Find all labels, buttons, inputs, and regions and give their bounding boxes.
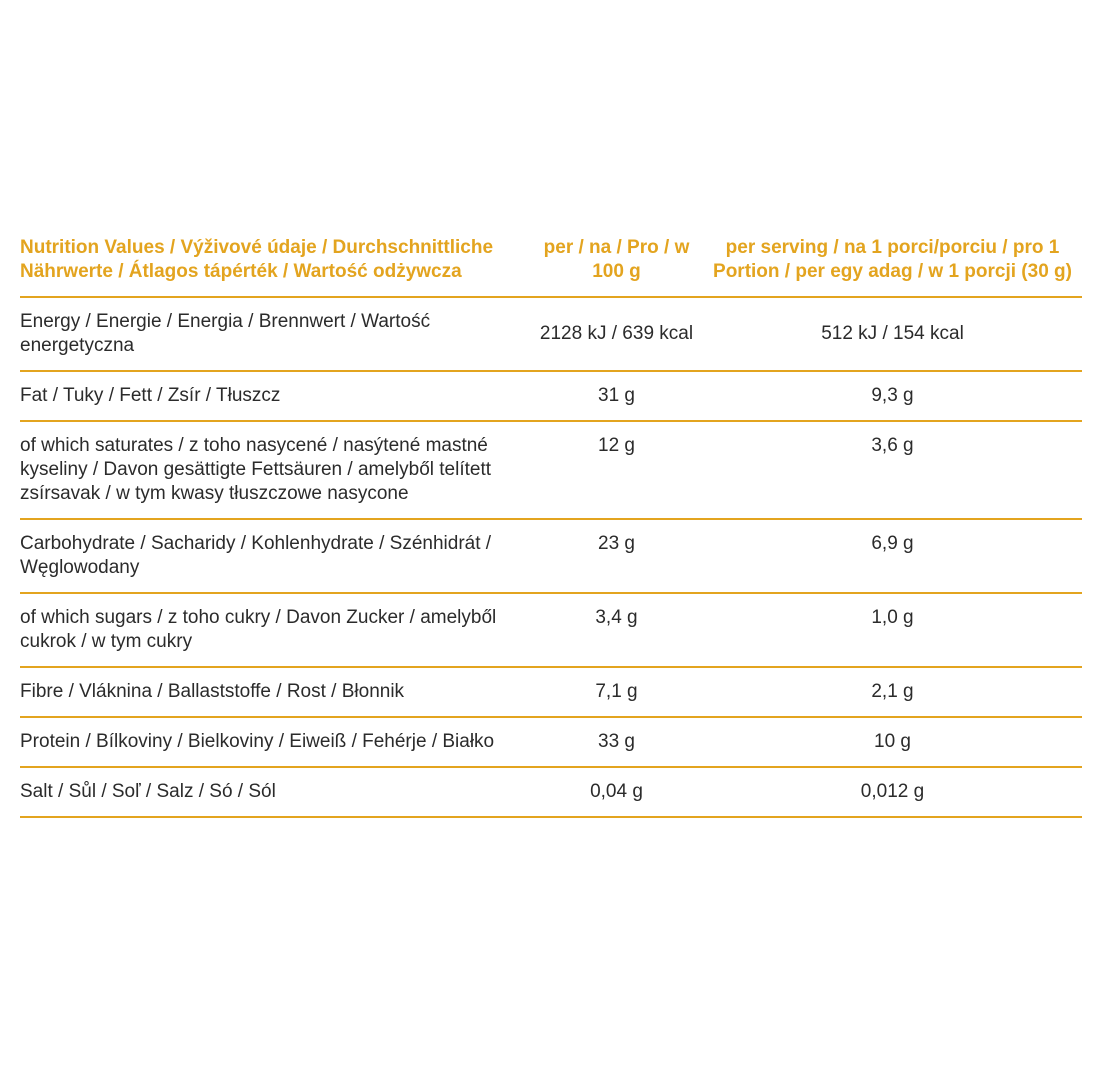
header-per-serving: per serving / na 1 porci/porciu / pro 1 Portion / per egy adag / w 1 porcji (30 g): [703, 235, 1082, 297]
value-per-serving: 1,0 g: [703, 593, 1082, 667]
value-per-100g: 2128 kJ / 639 kcal: [530, 297, 703, 371]
table-header-row: [20, 235, 1082, 297]
value-per-serving: 0,012 g: [703, 767, 1082, 817]
nutrient-name: Energy / Energie / Energia / Brennwert / Wartość energetyczna: [20, 297, 530, 371]
value-per-serving: 10 g: [703, 717, 1082, 767]
table-row-saturates: [20, 421, 1082, 519]
value-per-serving: 512 kJ / 154 kcal: [703, 297, 1082, 371]
value-per-100g: 3,4 g: [530, 593, 703, 667]
nutrition-table: [20, 235, 1082, 818]
table-row-fat: [20, 371, 1082, 421]
header-per-100g: per / na / Pro / w 100 g: [530, 235, 703, 297]
nutrient-name: Carbohydrate / Sacharidy / Kohlenhydrate / Szénhidrát / Węglowodany: [20, 519, 530, 593]
table-row-energy: [20, 297, 1082, 371]
value-per-100g: 23 g: [530, 519, 703, 593]
value-per-100g: 31 g: [530, 371, 703, 421]
value-per-100g: 12 g: [530, 421, 703, 519]
value-per-100g: 0,04 g: [530, 767, 703, 817]
nutrient-name: Fat / Tuky / Fett / Zsír / Tłuszcz: [20, 371, 530, 421]
value-per-100g: 7,1 g: [530, 667, 703, 717]
table-row-fibre: [20, 667, 1082, 717]
value-per-serving: 9,3 g: [703, 371, 1082, 421]
header-nutrient: Nutrition Values / Výživové údaje / Durchschnittliche Nährwerte / Átlagos tápérték / Wartość odżywcza: [20, 235, 530, 297]
nutrient-name: of which saturates / z toho nasycené / nasýtené mastné kyseliny / Davon gesättigte Fettsäuren / amelyből telített zsírsavak / w tym kwasy tłuszczowe nasycone: [20, 421, 530, 519]
table-row-sugars: [20, 593, 1082, 667]
table-row-carbohydrate: [20, 519, 1082, 593]
nutrient-name: Protein / Bílkoviny / Bielkoviny / Eiweiß / Fehérje / Białko: [20, 717, 530, 767]
value-per-serving: 2,1 g: [703, 667, 1082, 717]
value-per-serving: 3,6 g: [703, 421, 1082, 519]
value-per-100g: 33 g: [530, 717, 703, 767]
table-row-salt: [20, 767, 1082, 817]
nutrient-name: Salt / Sůl / Soľ / Salz / Só / Sól: [20, 767, 530, 817]
value-per-serving: 6,9 g: [703, 519, 1082, 593]
nutrient-name: of which sugars / z toho cukry / Davon Zucker / amelyből cukrok / w tym cukry: [20, 593, 530, 667]
table-row-protein: [20, 717, 1082, 767]
nutrient-name: Fibre / Vláknina / Ballaststoffe / Rost / Błonnik: [20, 667, 530, 717]
